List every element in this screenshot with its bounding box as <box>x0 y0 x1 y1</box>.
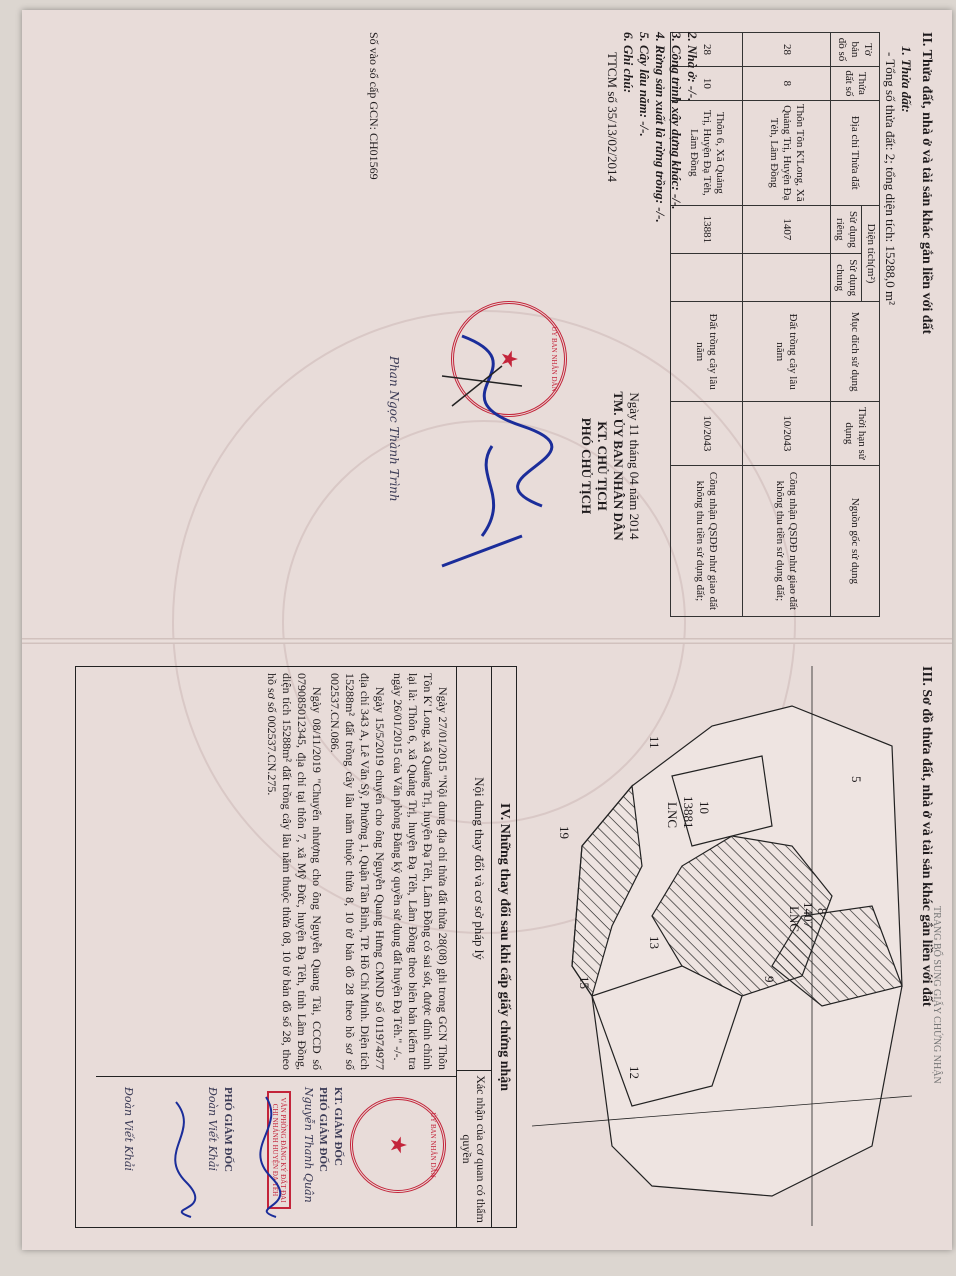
cell-rieng: 13881 <box>671 205 743 253</box>
th-muc-dich: Mục đích sử dụng <box>831 302 880 402</box>
map-label: 12 <box>627 1066 642 1079</box>
tcm-number: TTCM số 35/13/02/2014 <box>605 52 620 183</box>
land-certificate-spread <box>22 10 952 1250</box>
map-label: 9 <box>762 976 777 983</box>
th-rieng: Sử dụng riêng <box>831 205 862 253</box>
cell-thua: 10 <box>671 66 743 100</box>
signature-block <box>578 316 642 616</box>
cell-thoi-han: 10/2043 <box>671 402 743 466</box>
map-label: 1407 <box>801 902 816 928</box>
sig3-name: Đoàn Viết Khải <box>122 1087 135 1171</box>
stamp-label: ỦY BAN NHÂN DÂN <box>429 1112 437 1178</box>
cell-chung <box>671 254 743 302</box>
th-nguon-goc: Nguồn gốc sử dụng <box>831 465 880 616</box>
sig1-name: Nguyễn Thanh Quân <box>302 1087 315 1203</box>
cell-muc-dich: Đất trồng cây lâu năm <box>743 302 831 402</box>
table-row <box>743 33 831 617</box>
cell-rieng: 1407 <box>743 205 831 253</box>
map-label: LNC <box>787 906 802 932</box>
map-label: 15 <box>577 976 592 989</box>
th-dia-chi: Địa chỉ Thửa đất <box>831 100 880 205</box>
star-icon: ★ <box>386 1135 411 1155</box>
cell-dia-chi: Thôn 6, Xã Quảng Trị, Huyện Đạ Tẻh, Lâm Đồng <box>671 100 743 205</box>
change-entry-1: Ngày 27/01/2015 "Nội dung địa chỉ thửa đất thửa 28(08) ghi trong GCN Thôn Tôn K' Long, xã Quảng Trị, huyện Đạ Tẻh, Lâm Đồng có sai sót, được đính chính lại là: Thôn 6, xã Quảng Trị, huyện Đạ Tẻh, Lâm Đồng theo biên bản kiểm tra ngày 26/01/2015 của Văn phòng Đăng ký quyền sử dụng đất huyện Đạ Tẻh." -/-. <box>391 673 450 1070</box>
cell-thua: 8 <box>743 66 831 100</box>
parcel-summary: - Tổng số thửa đất: 2; tổng diện tích: 15288,0 m² <box>883 52 898 305</box>
item-cong-trinh: 3. Công trình xây dựng khác: -/-. <box>669 32 684 210</box>
cell-nguon-goc: Công nhận QSDĐ như giao đất không thu tiền sử dụng đất; <box>671 465 743 616</box>
handwritten-signatures <box>96 1077 456 1227</box>
section-4-heading: IV. Những thay đổi sau khi cấp giấy chứng nhận <box>491 667 516 1227</box>
col-content: Nội dung thay đổi và cơ sở pháp lý <box>457 667 491 1071</box>
map-label: 5 <box>849 776 864 783</box>
parcel-table <box>670 32 880 617</box>
edge-text: TRANG BỔ SUNG GIẤY CHỨNG NHẬN <box>931 906 942 1084</box>
cell-muc-dich: Đất trồng cây lâu năm <box>671 302 743 402</box>
map-label: 10 <box>697 801 712 814</box>
cell-thoi-han: 10/2043 <box>743 402 831 466</box>
sig2-role: PHÓ GIÁM ĐỐC <box>222 1087 234 1172</box>
handwritten-signature <box>412 306 582 606</box>
map-label: 8 <box>815 908 830 915</box>
section-2-1-label: 1. Thửa đất: <box>899 46 914 113</box>
parcel-map <box>532 666 912 1226</box>
map-label: 11 <box>647 736 662 749</box>
col-confirm: Xác nhận của cơ quan có thẩm quyền <box>460 1075 488 1223</box>
stamp-label: ỦY BAN NHÂN DÂN <box>550 326 558 392</box>
left-page <box>37 26 942 626</box>
map-label: 13881 <box>681 796 696 829</box>
th-thoi-han: Thời hạn sử dụng <box>831 402 880 466</box>
issuer-org: TM. ỦY BAN NHÂN DÂN <box>611 391 626 541</box>
item-cay-lau-nam: 5. Cây lâu năm: -/-. <box>637 32 652 137</box>
map-label: 19 <box>557 826 572 839</box>
right-page <box>37 646 942 1236</box>
change-entries <box>96 667 456 1077</box>
star-icon: ★ <box>497 349 522 369</box>
item-rung: 4. Rừng sản xuất là rừng trồng: -/-. <box>653 32 668 223</box>
change-entry-3: Ngày 08/11/2019 "Chuyển nhượng cho ông Nguyễn Quang Tài, CCCD số 079085012345, địa chỉ tại thôn 7, xã Mỹ Đức, huyện Đạ Tẻh, tỉnh Lâm Đồng, diện tích 15288m² đất trồng cây lâu năm thuộc thửa 08, 10 tờ bản đồ số 28, theo hồ sơ số 002537.CN.275. <box>265 673 324 1070</box>
item-ghi-chu: 6. Ghi chú: <box>621 32 636 94</box>
th-dien-tich: Diện tích(m²) <box>862 205 880 302</box>
change-entry-2: Ngày 15/5/2019 chuyển cho ông Nguyễn Quang Hưng CMND số 011974977 địa chỉ 343 A, Lê Văn Sỹ, Phường 1, Quận Tân Bình, TP. Hồ Chí Minh. Diện tích 15288m² đất trồng cây lâu năm thuộc thửa 8, 10 tờ bản đồ 28 theo hồ sơ số 002537.CN.086. <box>328 673 387 1070</box>
issuer-kt: KT. CHỦ TỊCH <box>595 421 610 511</box>
cell-nguon-goc: Công nhận QSDĐ như giao đất không thu tiền sử dụng đất; <box>743 465 831 616</box>
map-label: LNC <box>665 802 680 828</box>
section-2-heading: II. Thửa đất, nhà ở và tài sản khác gắn liền với đất <box>919 32 934 335</box>
th-to-ban-do: Tờ bản đồ số <box>831 33 880 67</box>
section-3-heading: III. Sơ đồ thửa đất, nhà ở và tài sản khác gắn liền với đất <box>919 666 934 1007</box>
item-nha-o: 2. Nhà ở: -/-. <box>685 32 700 102</box>
issuer-title: PHÓ CHỦ TỊCH <box>579 417 594 515</box>
sig1-role: PHÓ GIÁM ĐỐC <box>317 1087 329 1172</box>
registration-number: Số vào sổ cấp GCN: CH01569 <box>367 32 381 180</box>
cell-dia-chi: Thôn Tôn K'Long, Xã Quảng Trị, Huyện Đạ Tẻh, Lâm Đồng <box>743 100 831 205</box>
changes-body <box>96 667 456 1227</box>
cell-to: 28 <box>671 33 743 67</box>
th-thua-dat: Thửa đất số <box>831 66 880 100</box>
map-label: 13 <box>647 936 662 949</box>
sig1-title: KT. GIÁM ĐỐC <box>332 1087 344 1166</box>
cell-to: 28 <box>743 33 831 67</box>
office-stamp: VĂN PHÒNG ĐĂNG KÝ ĐẤT ĐAI CHI NHÁNH HUYỆN ĐẠ TẺH <box>267 1091 291 1209</box>
confirm-column <box>96 1077 456 1227</box>
th-chung: Sử dụng chung <box>831 254 862 302</box>
other-items <box>604 32 700 223</box>
cell-chung <box>743 254 831 302</box>
issue-date: Ngày 11 tháng 04 năm 2014 <box>627 392 642 540</box>
signer-name: Phan Ngọc Thành Trình <box>387 356 401 502</box>
sig2-name: Đoàn Viết Khải <box>206 1087 219 1171</box>
changes-section <box>75 666 517 1228</box>
rotated-content <box>22 10 952 1250</box>
changes-header <box>456 667 491 1227</box>
